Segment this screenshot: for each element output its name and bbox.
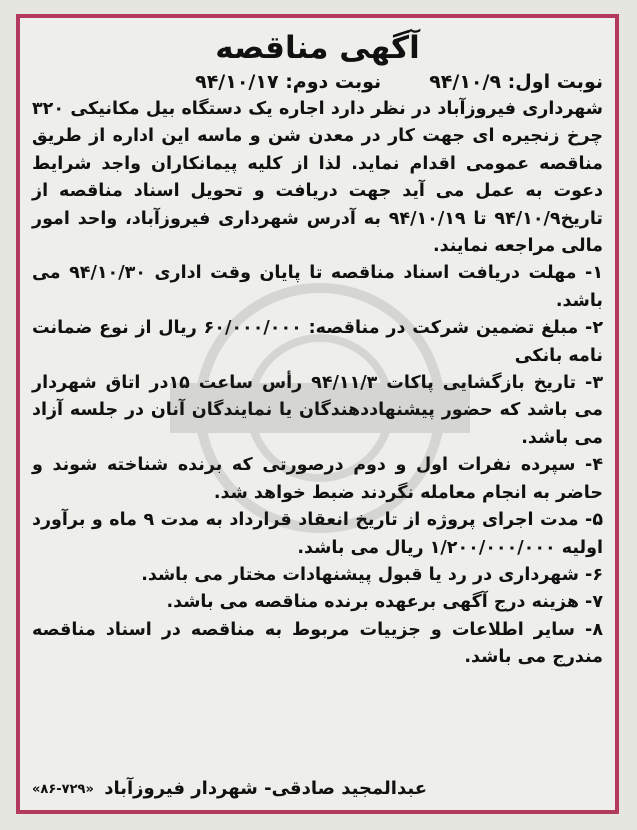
notice-code: «۸۶-۷۲۹» <box>32 782 94 797</box>
notice-rounds <box>20 68 615 96</box>
intro-paragraph: شهرداری فیروزآباد در نظر دارد اجاره یک دستگاه بیل مکانیکی ۳۲۰ چرخ زنجیره ای جهت کار در معدن شن و ماسه این اداره از طریق مناقصه عمومی اقدام نماید. لذا از کلیه پیمانکاران واجد شرایط دعوت به عمل می آید جهت دریافت و تحویل اسناد مناقصه از تاریخ۹۴/۱۰/۹ تا ۹۴/۱۰/۱۹ به آدرس شهرداری فیروزآباد، واحد امور مالی مراجعه نمایند. <box>32 99 603 257</box>
round-two: نوبت دوم: ۹۴/۱۰/۱۷ <box>195 71 382 93</box>
condition-item-4: ۴- سپرده نفرات اول و دوم درصورتی که برنده شناخته شوند و حاضر به انجام معامله نگردند ضبط خواهد شد. <box>32 455 603 503</box>
condition-item-1: ۱- مهلت دریافت اسناد مناقصه تا پایان وقت اداری ۹۴/۱۰/۳۰ می باشد. <box>32 263 603 311</box>
condition-item-3: ۳- تاریخ بازگشایی پاکات ۹۴/۱۱/۳ رأس ساعت ۱۵در اتاق شهردار می باشد که حضور پیشنهاددهندگان یا نمایندگان آنان در جلسه آزاد می باشد. <box>32 373 603 448</box>
notice-body <box>20 96 615 672</box>
round-one: نوبت اول: ۹۴/۱۰/۹ <box>429 71 603 93</box>
notice-frame <box>16 14 619 814</box>
condition-item-6: ۶- شهرداری در رد یا قبول پیشنهادات مختار می باشد. <box>141 564 603 585</box>
condition-item-5: ۵- مدت اجرای پروژه از تاریخ انعقاد قرارداد به مدت ۹ ماه و برآورد اولیه ۱/۲۰۰/۰۰۰/۰۰۰ ریال می باشد. <box>32 510 604 558</box>
condition-item-2: ۲- مبلغ تضمین شرکت در مناقصه: ۶۰/۰۰۰/۰۰۰ ریال از نوع ضمانت نامه بانکی <box>32 318 603 366</box>
notice-title: آگهی مناقصه <box>215 30 420 66</box>
condition-item-7: ۷- هزینه درج آگهی برعهده برنده مناقصه می باشد. <box>166 592 603 613</box>
signature: عبدالمجید صادقی- شهردار فیروزآباد <box>104 778 427 799</box>
condition-item-8: ۸- سایر اطلاعات و جزییات مربوط به مناقصه در اسناد مناقصه مندرج می باشد. <box>32 619 603 668</box>
